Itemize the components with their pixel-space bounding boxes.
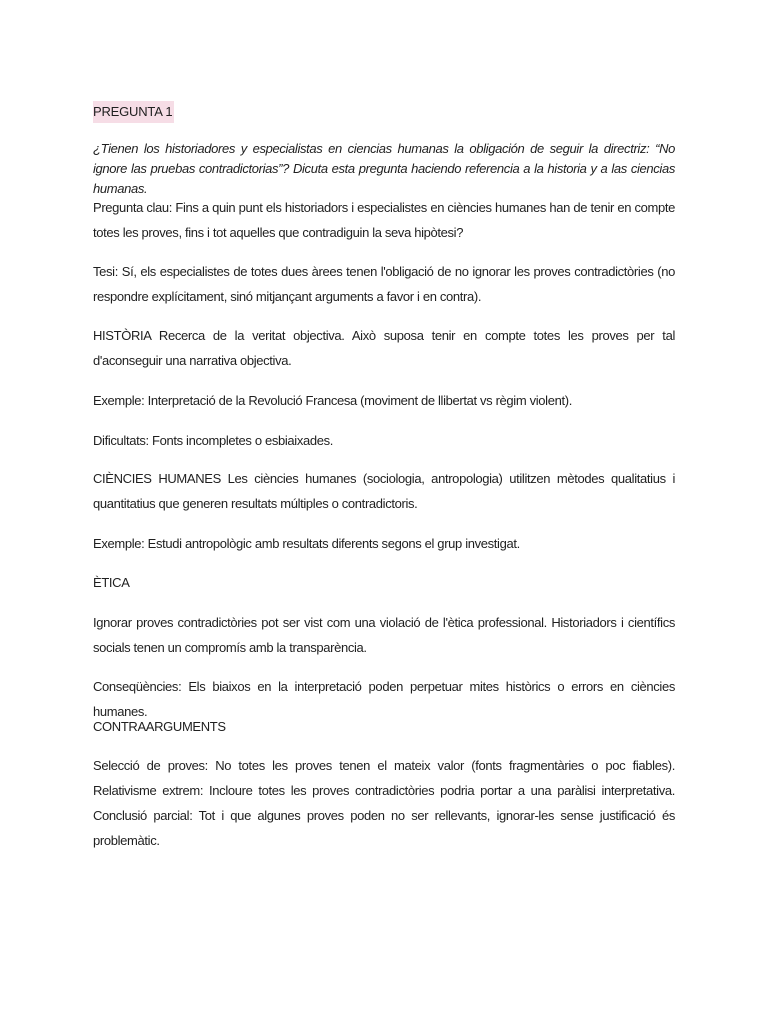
human-sciences-example-paragraph: Exemple: Estudi antropològic amb resultats diferents segons el grup investigat. <box>93 536 520 551</box>
human-sciences-paragraph: CIÈNCIES HUMANES Les ciències humanes (sociologia, antropologia) utilitzen mètodes qualitatius i quantitatius que generen resultats múltiples o contradictoris. <box>93 471 675 511</box>
history-example-paragraph: Exemple: Interpretació de la Revolució Francesa (moviment de llibertat vs règim violent). <box>93 393 572 408</box>
counterarguments-heading: CONTRAARGUMENTS <box>93 719 226 734</box>
history-paragraph: HISTÒRIA Recerca de la veritat objectiva. Això suposa tenir en compte totes les proves per tal d'aconseguir una narrativa objectiva. <box>93 328 675 368</box>
ethics-paragraph: Ignorar proves contradictòries pot ser vist com una violació de l'ètica professional. Historiadors i científics socials tenen un compromís amb la transparència. <box>93 615 675 655</box>
question-heading: PREGUNTA 1 <box>93 101 174 123</box>
thesis-paragraph: Tesi: Sí, els especialistes de totes dues àrees tenen l'obligació de no ignorar les proves contradictòries (no respondre explícitament, sinó mitjançant arguments a favor i en contra). <box>93 264 675 304</box>
key-question-paragraph: Pregunta clau: Fins a quin punt els historiadors i especialistes en ciències humanes han de tenir en compte totes les proves, fins i tot aquelles que contradiguin la seva hipòtesi? <box>93 200 675 240</box>
counterarguments-paragraph: Selecció de proves: No totes les proves tenen el mateix valor (fonts fragmentàries o poc fiables). Relativisme extrem: Incloure totes les proves contradictòries podria portar a una paràlisi interpretativa. Conclusió parcial: Tot i que algunes proves poden no ser rellevants, ignorar-les sense justificació és problemàtic. <box>93 758 675 848</box>
ethics-heading: ÈTICA <box>93 575 130 590</box>
difficulties-paragraph: Dificultats: Fonts incompletes o esbiaixades. <box>93 433 334 448</box>
consequences-paragraph: Conseqüències: Els biaixos en la interpretació poden perpetuar mites històrics o errors en ciències humanes. <box>93 679 675 719</box>
question-text: ¿Tienen los historiadores y especialistas en ciencias humanas la obligación de seguir la directriz: “No ignore las pruebas contradictorias”? Dicuta esta pregunta haciendo referencia a la historia y a las ciencias humanas. <box>93 141 675 196</box>
